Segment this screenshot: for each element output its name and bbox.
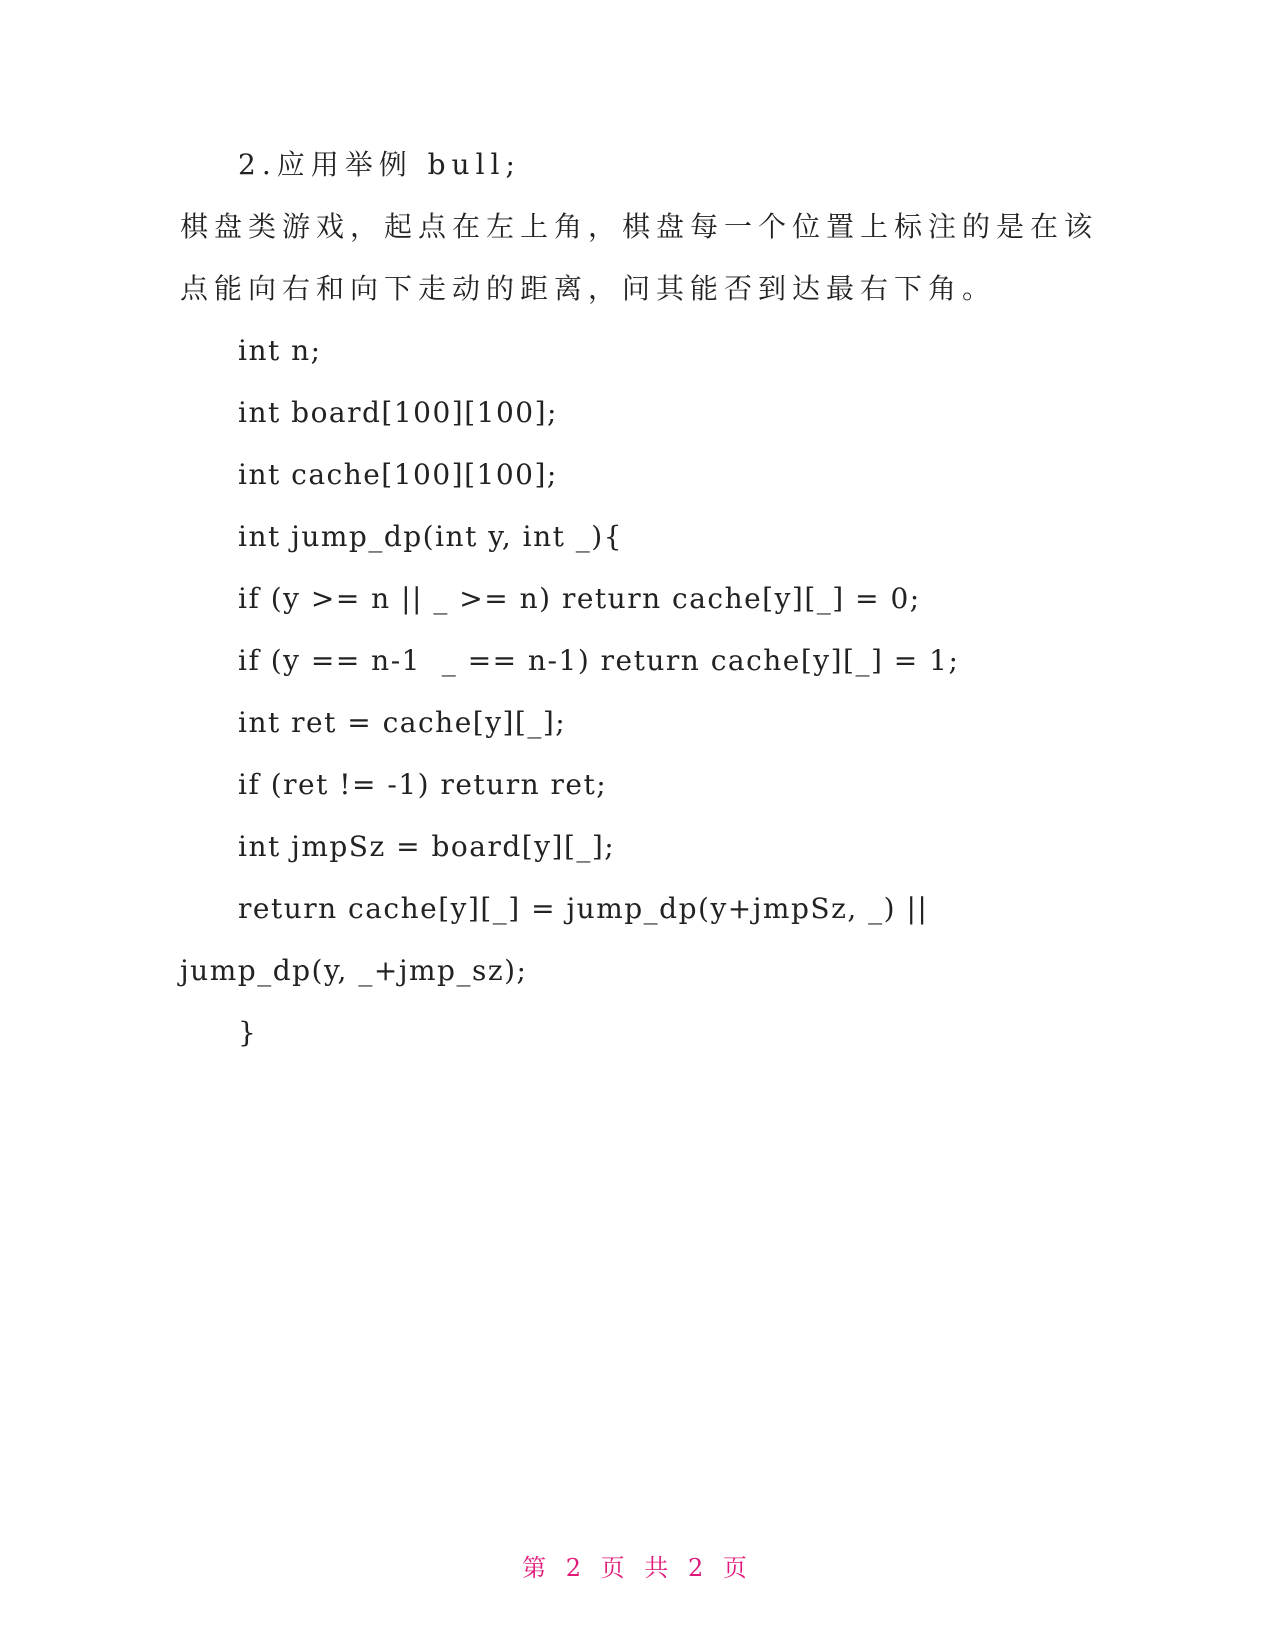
code-line: return cache[y][_] = jump_dp(y+jmpSz, _) || <box>238 892 929 925</box>
page-number-footer: 第 2 页 共 2 页 <box>522 1554 753 1582</box>
code-line: } <box>238 1016 258 1049</box>
code-line: if (y == n-1 _ == n-1) return cache[y][_] = 1; <box>238 644 960 677</box>
code-line: if (y >= n || _ >= n) return cache[y][_] = 0; <box>238 582 921 615</box>
code-line: if (ret != -1) return ret; <box>238 768 608 801</box>
code-line: int jump_dp(int y, int _){ <box>238 520 624 553</box>
code-line: int board[100][100]; <box>238 396 558 429</box>
code-line: int ret = cache[y][_]; <box>238 706 567 739</box>
section-heading: 2.应用举例 bull; <box>238 148 521 181</box>
description-line-1: 棋盘类游戏，起点在左上角，棋盘每一个位置上标注的是在该 <box>180 210 1099 243</box>
code-line: int jmpSz = board[y][_]; <box>238 830 616 863</box>
code-line: int cache[100][100]; <box>238 458 558 491</box>
code-line: jump_dp(y, _+jmp_sz); <box>180 954 528 987</box>
description-line-2: 点能向右和向下走动的距离，问其能否到达最右下角。 <box>180 272 997 305</box>
code-line: int n; <box>238 334 322 367</box>
